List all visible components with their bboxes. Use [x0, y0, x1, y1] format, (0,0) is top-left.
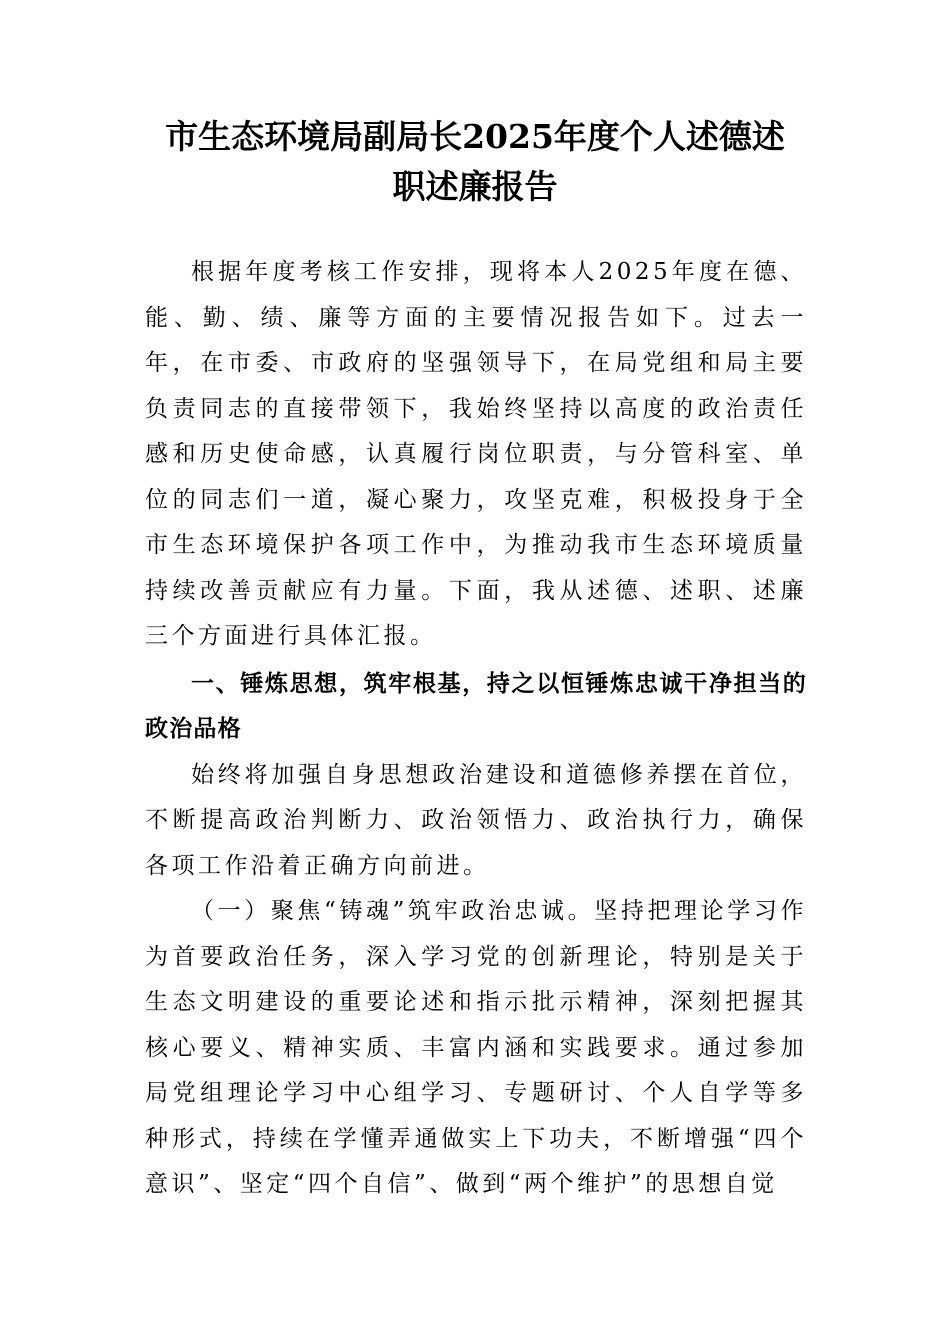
section-1-paragraph: 始终将加强自身思想政治建设和道德修养摆在首位，不断提高政治判断力、政治领悟力、政治执行力，确保各项工作沿着正确方向前进。 [145, 761, 807, 879]
title-line-1: 市生态环境局副局长2025年度个人述德述 [165, 117, 785, 156]
section-heading-1: 一、锤炼思想，筑牢根基，持之以恒锤炼忠诚干净担当的政治品格 [145, 670, 807, 742]
subsection-1-paragraph: （一）聚焦“铸魂”筑牢政治忠诚。坚持把理论学习作为首要政治任务，深入学习党的创新理论，特别是关于生态文明建设的重要论述和指示批示精神，深刻把握其核心要义、精神实质、丰富内涵和实践要求。通过参加局党组理论学习中心组学习、专题研讨、个人自学等多种形式，持续在学懂弄通做实上下功夫，不断增强“四个意识”、坚定“四个自信”、做到“两个维护”的思想自觉 [145, 898, 807, 1197]
title-line-2: 职述廉报告 [392, 167, 558, 206]
document-body [145, 250, 807, 1208]
document-title [120, 112, 830, 212]
intro-paragraph: 根据年度考核工作安排，现将本人2025年度在德、能、勤、绩、廉等方面的主要情况报告如下。过去一年，在市委、市政府的坚强领导下，在局党组和局主要负责同志的直接带领下，我始终坚持以高度的政治责任感和历史使命感，认真履行岗位职责，与分管科室、单位的同志们一道，凝心聚力，攻坚克难，积极投身于全市生态环境保护各项工作中，为推动我市生态环境质量持续改善贡献应有力量。下面，我从述德、述职、述廉三个方面进行具体汇报。 [145, 259, 807, 649]
